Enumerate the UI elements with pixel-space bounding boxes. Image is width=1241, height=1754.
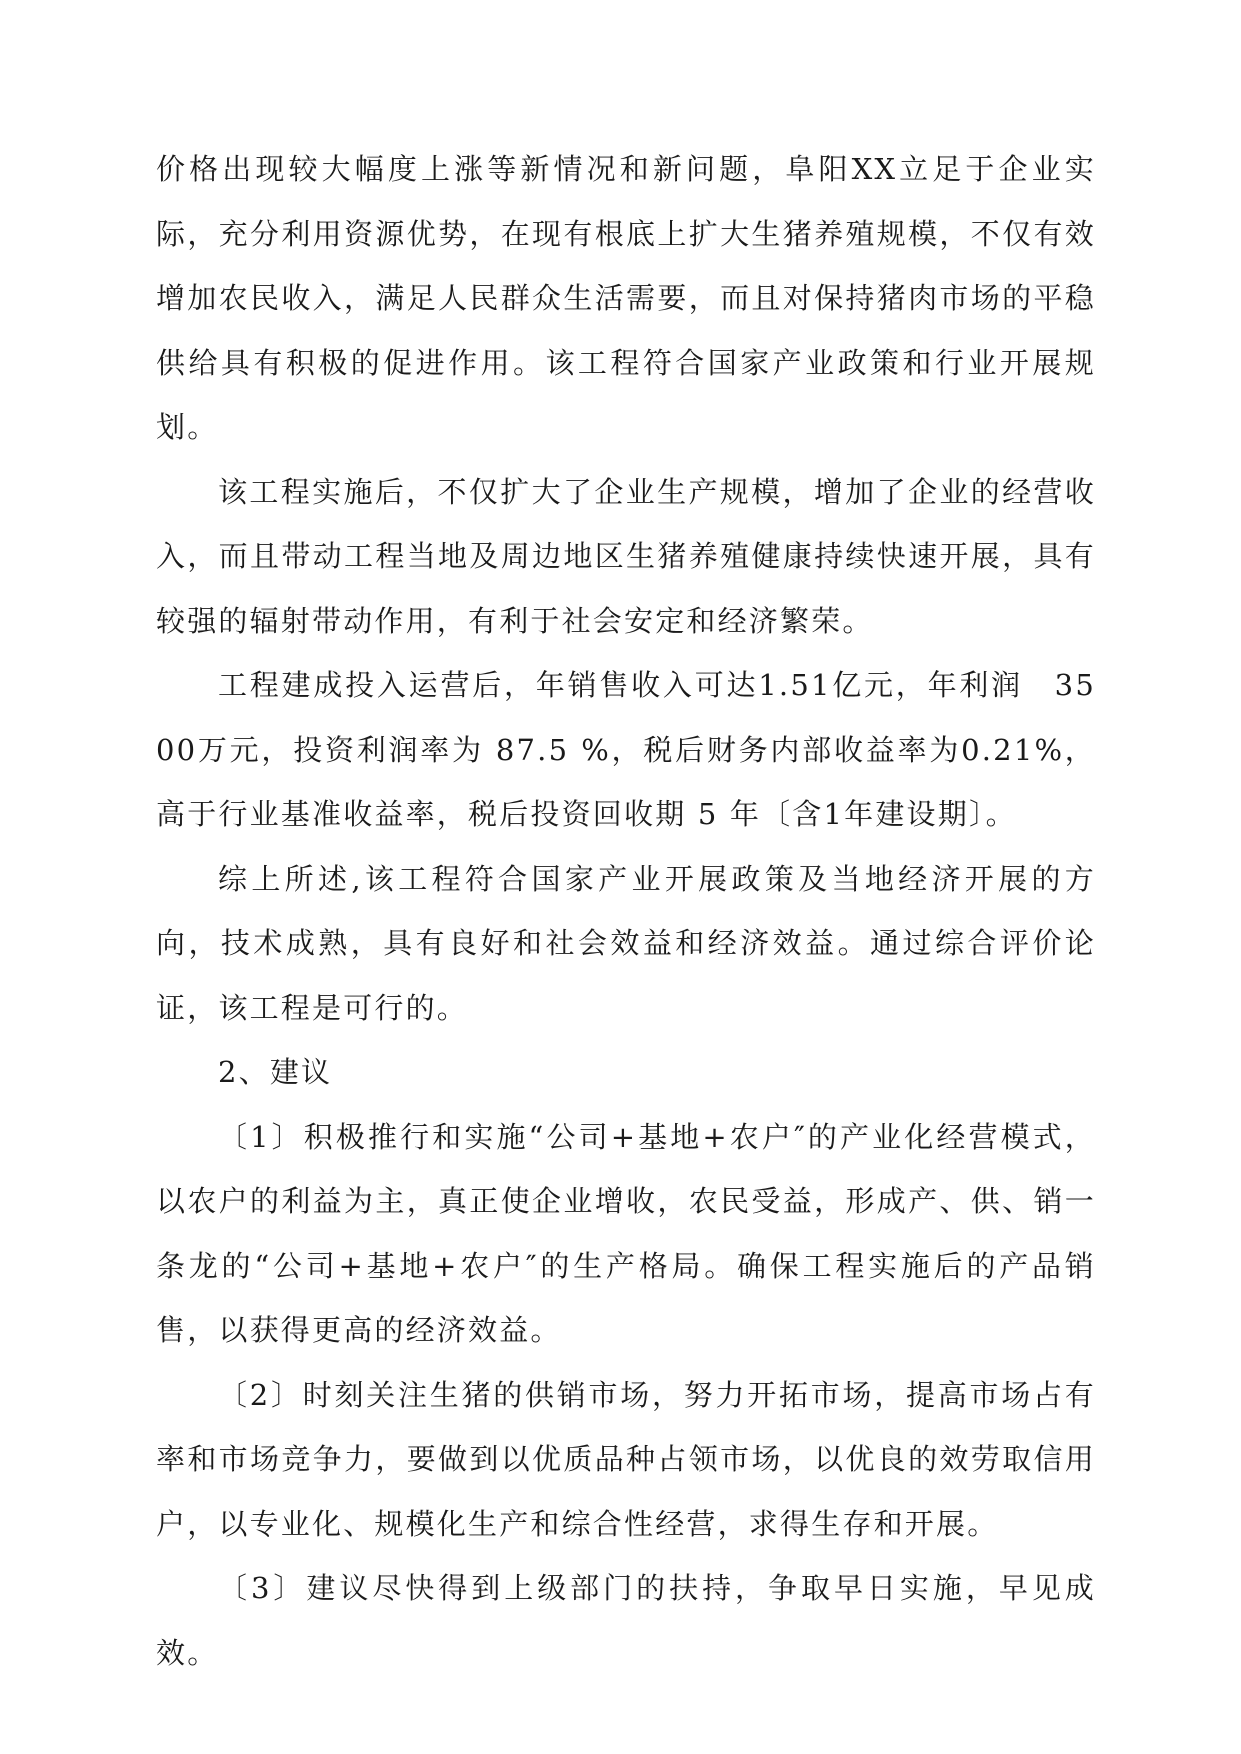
paragraph-implementation-benefits: 该工程实施后，不仅扩大了企业生产规模，增加了企业的经营收入，而且带动工程当地及周边地区生猪养殖健康持续快速开展，具有较强的辐射带动作用，有利于社会安定和经济繁荣。 [156,474,1096,638]
paragraph-conclusion: 综上所述,该工程符合国家产业开展政策及当地经济开展的方向，技术成熟，具有良好和社会效益和经济效益。通过综合评价论证，该工程是可行的。 [156,861,1096,1025]
suggestion-2: 〔2〕时刻关注生猪的供销市场，努力开拓市场，提高市场占有率和市场竞争力，要做到以优质品种占领市场，以优良的效劳取信用户，以专业化、规模化生产和综合性经营，求得生存和开展。 [156,1377,1096,1541]
paragraph-price-situation: 价格出现较大幅度上涨等新情况和新问题，阜阳XX立足于企业实际，充分利用资源优势，在现有根底上扩大生猪养殖规模，不仅有效增加农民收入，满足人民群众生活需要，而且对保持猪肉市场的平稳供给具有积极的促进作用。该工程符合国家产业政策和行业开展规划。 [156,152,1096,444]
suggestion-3: 〔3〕建议尽快得到上级部门的扶持，争取早日实施，早见成效。 [156,1571,1096,1670]
paragraph-financial-results: 工程建成投入运营后，年销售收入可达1.51亿元，年利润 3500万元，投资利润率为 87.5 %，税后财务内部收益率为0.21%，高于行业基准收益率，税后投资回收期 5 年〔含1年建设期〕。 [156,668,1096,831]
suggestion-1: 〔1〕积极推行和实施“公司+基地+农户″的产业化经营模式，以农户的利益为主，真正使企业增收，农民受益，形成产、供、销一条龙的“公司+基地+农户″的生产格局。确保工程实施后的产品销售，以获得更高的经济效益。 [156,1119,1096,1347]
section-heading-suggestions: 2、建议 [218,1055,333,1089]
document-body [156,137,1096,1685]
